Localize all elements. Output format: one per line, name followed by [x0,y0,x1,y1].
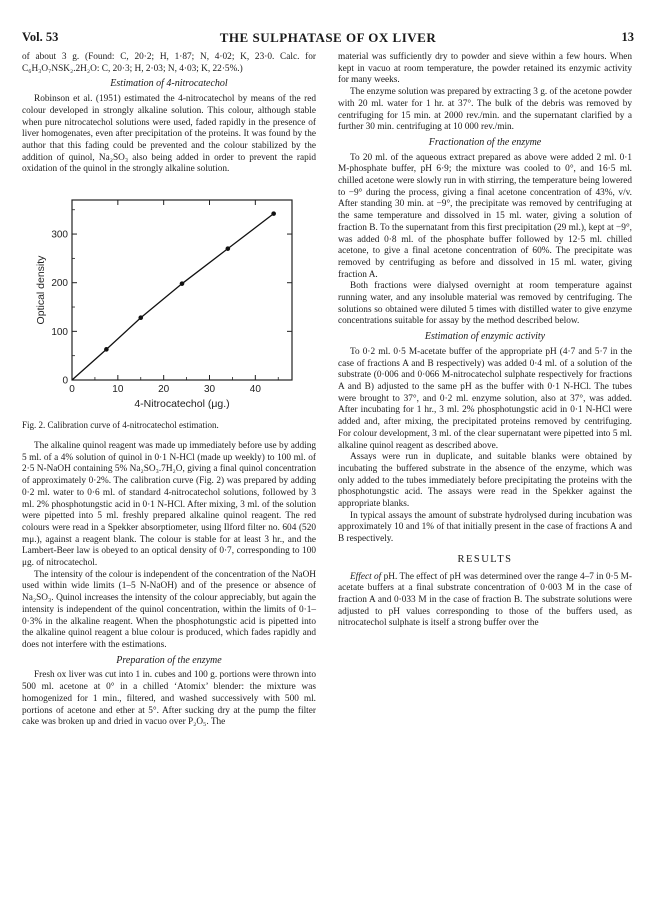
paragraph: To 20 ml. of the aqueous extract prepared as above were added 2 ml. 0·1 M-phosphate buffer, pH 6·9; the mixture was cooled to 0°, and 16·5 ml. chilled acetone were slowly run in with stirring, the temperature being lowered to −9° during the process, giving a final acetone concentration of 43%, v/v. After standing 30 min. at −9°, the precipitate was removed by centrifuging at the same temperature and dissolved in 15 ml. water, giving a solution of fraction B. To the supernatant from this first precipitation (29 ml.), kept at −9°, was added 0·8 ml. of the phosphate buffer followed by 12·5 ml. chilled acetone, to give a final acetone concentration of 60%. The precipitate was removed by centrifuging as before and dissolved in 15 ml. water, giving fraction A. [338,152,632,280]
y-axis-label: Optical density [35,255,47,325]
figure-caption: Fig. 2. Calibration curve of 4-nitrocatechol estimation. [22,420,219,431]
y-tick-label: 300 [51,229,68,241]
data-point [180,281,185,286]
page-number: 13 [621,30,634,44]
y-tick-label: 0 [62,375,68,387]
x-axis-label: 4-Nitrocatechol (μg.) [134,398,230,411]
section-heading: Fractionation of the enzyme [428,136,542,148]
volume-number: Vol. 53 [22,30,59,44]
paragraph: The intensity of the colour is independent of the concentration of the NaOH used within wide limits (1–5 N-NaOH) and of the presence or absence of Na₂SO₃. Quinol increases the intensity of the colour appreciably, but again the intensity is independent of the quinol concentration, within the limits of 0·1–0·3% in the alkaline reagent. When the phosphotungstic acid is pipetted into the alkaline quinol reagent a blue colour is produced, which fades rapidly and does not interfere with the estimations. [22,569,316,650]
paragraph: material was sufficiently dry to powder and sieve within a few hours. When kept in vacuo at room temperature, the powder retained its enzymic activity for many weeks. [338,52,632,86]
paragraph-body: pH. The effect of pH was determined over the range 4–7 in 0·5 M-acetate buffers at a final substrate concentration of 0·003 M in the case of fraction A and 0·033 M in the case of fraction B. The substrate solutions were adjusted to pH values corresponding to those of the buffers used, as nitrocatechol sulphate is itself a strong buffer over the [338,571,632,629]
paragraph: Both fractions were dialysed overnight at room temperature against running water, and any insoluble material was removed by centrifuging. The solutions so obtained were diluted 5 times with distilled water to give enzyme concentrations suitable for assay by the method described below. [338,281,632,327]
paragraph: Fresh ox liver was cut into 1 in. cubes and 100 g. portions were thrown into 500 ml. acetone at 0° in a chilled ‘Atomix’ blender: the mixture was homogenized for 1 min., filtered, and washed successively with 500 ml. portions of acetone and ether at 5°. After sucking dry at the pump the filter cake was broken up and dried in vacuo over P₂O₅. The [22,670,316,728]
data-point [138,315,143,320]
x-tick-label: 20 [158,384,170,396]
y-tick-label: 200 [51,278,68,290]
paragraph-lead: Effect of [350,571,382,582]
paragraph: In typical assays the amount of substrate hydrolysed during incubation was approximately 10 and 1% of that initially present in the case of fractions A and B respectively. [338,510,632,545]
calibration-chart [22,186,316,418]
section-heading: Preparation of the enzyme [116,654,222,666]
paragraph: Robinson et al. (1951) estimated the 4-nitrocatechol by means of the red colour developed in strongly alkaline solution. This colour, although stable when pure nitrocatechol solutions were used, faded rapidly in the presence of liver homogenates, even after precipitation of the proteins. It was found by the author that this fading could be prevented and the colour stabilized by the addition of quinol, Na₂SO₃ also being added in order to prevent the rapid oxidation of the quinol in the strongly alkaline solution. [22,94,316,175]
paragraph: The enzyme solution was prepared by extracting 3 g. of the acetone powder with 20 ml. water for 1 hr. at 37°. The bulk of the debris was removed by centrifuging for 15 min. at 2000 rev./min. and the supernatant clarified by a further 30 min. centrifuging at 10 000 rev./min. [338,87,632,133]
data-point [271,211,276,216]
paragraph: The alkaline quinol reagent was made up immediately before use by adding 5 ml. of a 4% solution of quinol in 0·1 N-HCl (made up weekly) to 100 ml. of 2·5 N-NaOH containing 5% Na₂SO₃.7H₂O, giving a final quinol concentration of approximately 0·2%. The calibration curve (Fig. 2) was prepared by adding 0·2 ml. water to 0·6 ml. of standard 4-nitrocatechol solutions, followed by 3 ml. 2% phosphotungstic acid in 0·1 N-HCl. After mixing, 3 ml. of the solution were pipetted into 5 ml. freshly prepared alkaline quinol reagent. The red colours were read in a Spekker absorptiometer, using Ilford filter no. 604 (520 mμ.), against a reagent blank. The colour is stable for at least 3 hr., and the Lambert-Beer law is obeyed to an optical density of 0·7, corresponding to 100 μg. of nitrocatechol. [22,441,316,569]
y-tick-label: 100 [51,326,68,338]
section-heading: Estimation of enzymic activity [424,331,546,343]
left-column [22,52,316,729]
x-tick-label: 40 [249,384,261,396]
paragraph: of about 3 g. (Found: C, 20·2; H, 1·87; N, 4·02; K, 23·0. Calc. for C₆H₃O₇NSK₂.2H₂O: C, 20·3; H, 2·03; N, 4·03; K, 22·5%.) [22,52,316,74]
section-heading: Estimation of 4-nitrocatechol [110,78,228,90]
right-column [338,52,632,630]
x-tick-label: 10 [112,384,124,396]
x-tick-label: 0 [69,384,75,396]
plot-frame [72,200,292,380]
results-heading: RESULTS [457,553,513,565]
chart-canvas [22,186,316,418]
paragraph: Assays were run in duplicate, and suitable blanks were obtained by incubating the buffered substrate in the absence of the enzyme, which was only added to the tubes immediately before precipitating the proteins with the phosphotungstic acid. The assays were read in the Spekker against the appropriate blanks. [338,452,632,510]
paragraph: To 0·2 ml. 0·5 M-acetate buffer of the appropriate pH (4·7 and 5·7 in the case of fractions A and B respectively) was added 0·4 ml. of a solution of the substrate (0·006 and 0·066 M-nitrocatechol sulphate respectively for fractions A and B) adjusted to the same pH as the buffer with 0·1 N-HCl. The tubes were brought to 37°, and 0·2 ml. enzyme solution, also at 37°, was added. After incubating for 1 hr., 3 ml. 2% phosphotungstic acid in 0·1 N-HCl were added and, after mixing, the precipitated proteins removed by centrifuging. For colour development, 3 ml. of the clear supernatant were pipetted into 5 ml. alkaline quinol reagent as described above. [338,346,632,451]
x-tick-label: 30 [203,384,216,396]
series-line [72,214,274,380]
data-point [226,246,231,251]
data-point [104,347,109,352]
paragraph [338,572,632,631]
running-header [22,30,634,48]
running-title: THE SULPHATASE OF OX LIVER [219,30,437,45]
